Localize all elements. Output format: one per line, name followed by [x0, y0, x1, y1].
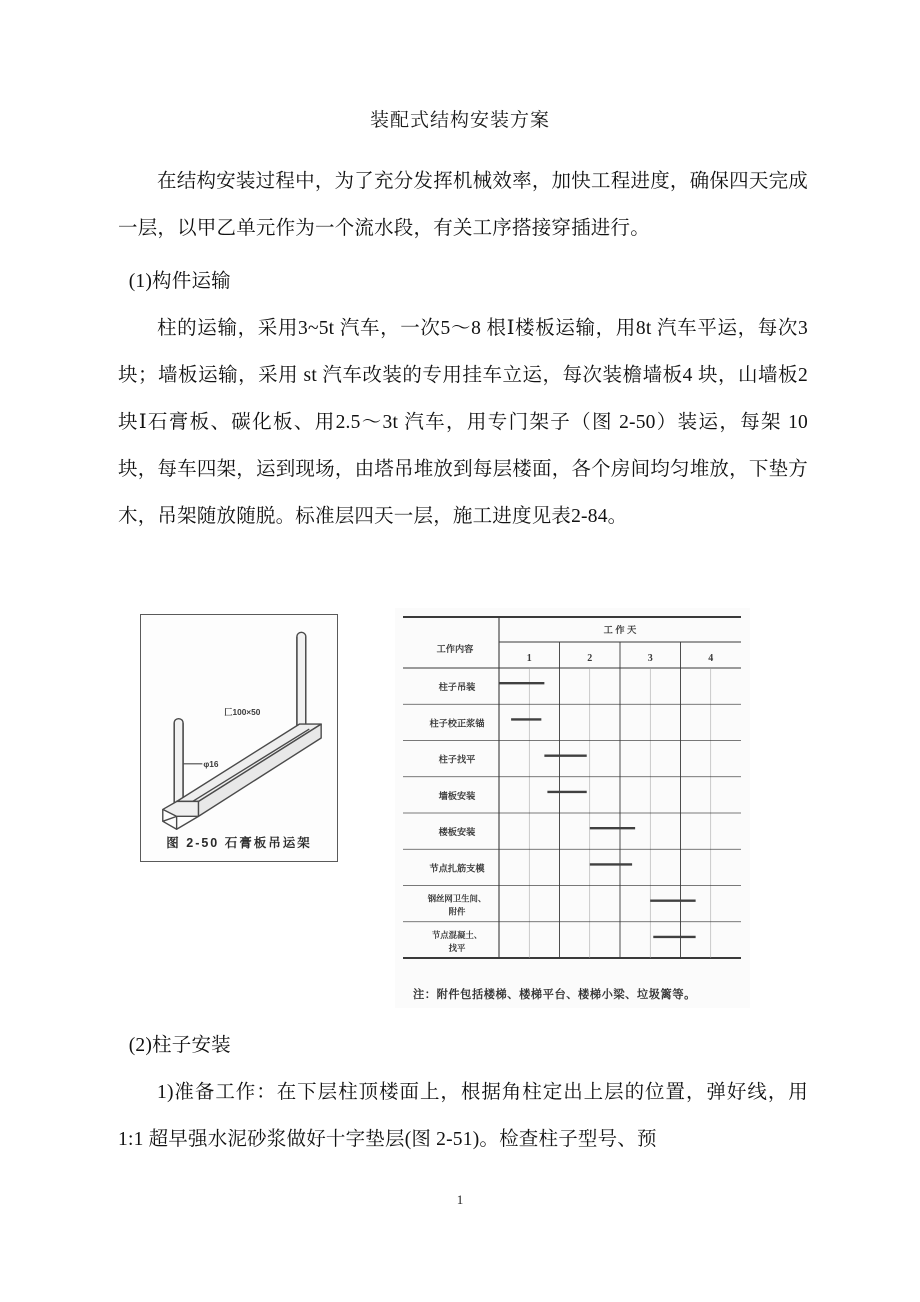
svg-text:柱子吊装: 柱子吊装 — [438, 682, 476, 693]
schedule-table-note: 注：附件包括楼梯、楼梯平台、楼梯小梁、垃圾篱等。 — [413, 989, 696, 1001]
svg-text:找平: 找平 — [448, 942, 466, 953]
section2-heading-block — [118, 1022, 808, 1069]
svg-text:节点混凝土、: 节点混凝土、 — [431, 929, 483, 940]
svg-text:钢丝网卫生间、: 钢丝网卫生间、 — [427, 893, 487, 904]
svg-text:墙板安装: 墙板安装 — [438, 790, 476, 801]
svg-text:柱子找平: 柱子找平 — [438, 754, 476, 765]
gantt-chart — [403, 616, 741, 966]
svg-text:3: 3 — [647, 653, 653, 664]
svg-text:1: 1 — [526, 653, 532, 664]
schedule-table-2-84 — [395, 608, 750, 1008]
svg-text:节点扎筋支模: 节点扎筋支模 — [429, 863, 485, 874]
figures-row — [118, 608, 808, 1008]
section2-heading: (2)柱子安装 — [128, 1035, 231, 1056]
figure-beam-label: 匚100×50 — [224, 707, 261, 718]
svg-text:工作内容: 工作内容 — [436, 644, 474, 654]
svg-text:2: 2 — [587, 653, 593, 664]
hoisting-frame-drawing-icon — [141, 615, 337, 861]
section1-heading-block — [118, 258, 808, 305]
svg-text:4: 4 — [708, 653, 714, 664]
svg-text:楼板安装: 楼板安装 — [438, 827, 476, 838]
svg-text:柱子校正浆锚: 柱子校正浆锚 — [429, 718, 485, 729]
figure-caption: 图 2-50 石膏板吊运架 — [166, 836, 312, 850]
intro-paragraph-block — [118, 158, 808, 252]
section2-body: 1)准备工作：在下层柱顶楼面上，根据角柱定出上层的位置，弹好线，用1:1 超早强水泥砂浆做好十字垫层(图 2-51)。检查柱子型号、预 — [118, 1082, 808, 1150]
section1-body: 柱的运输，采用3~5t 汽车，一次5～8 根Ⅰ楼板运输，用8t 汽车平运，每次3 块；墙板运输，采用 st 汽车改装的专用挂车立运，每次装檐墙板4 块，山墙板2 块Ⅰ石膏板、碳化板、用2.5～3t 汽车，用专门架子（图 2-50）装运，每架 10 块，每车四架，运到现场，由塔吊堆放到每层楼面，各个房间均匀堆放，下垫方木，吊架随放随脱。标准层四天一层，施工进度见表2-84。 — [118, 318, 808, 527]
section2-body-block — [118, 1069, 808, 1163]
svg-text:工 作 天: 工 作 天 — [603, 625, 637, 635]
gantt-svg — [403, 616, 741, 966]
figure-2-50 — [140, 614, 338, 862]
figure-rod-label: φ16 — [203, 758, 219, 769]
page-number: 1 — [456, 1192, 464, 1207]
svg-text:附件: 附件 — [448, 906, 466, 917]
intro-paragraph: 在结构安装过程中，为了充分发挥机械效率，加快工程进度，确保四天完成一层，以甲乙单元作为一个流水段，有关工序搭接穿插进行。 — [118, 171, 808, 239]
section1-heading: (1)构件运输 — [128, 271, 231, 292]
section1-body-block — [118, 305, 808, 540]
page-title: 装配式结构安装方案 — [369, 110, 550, 131]
